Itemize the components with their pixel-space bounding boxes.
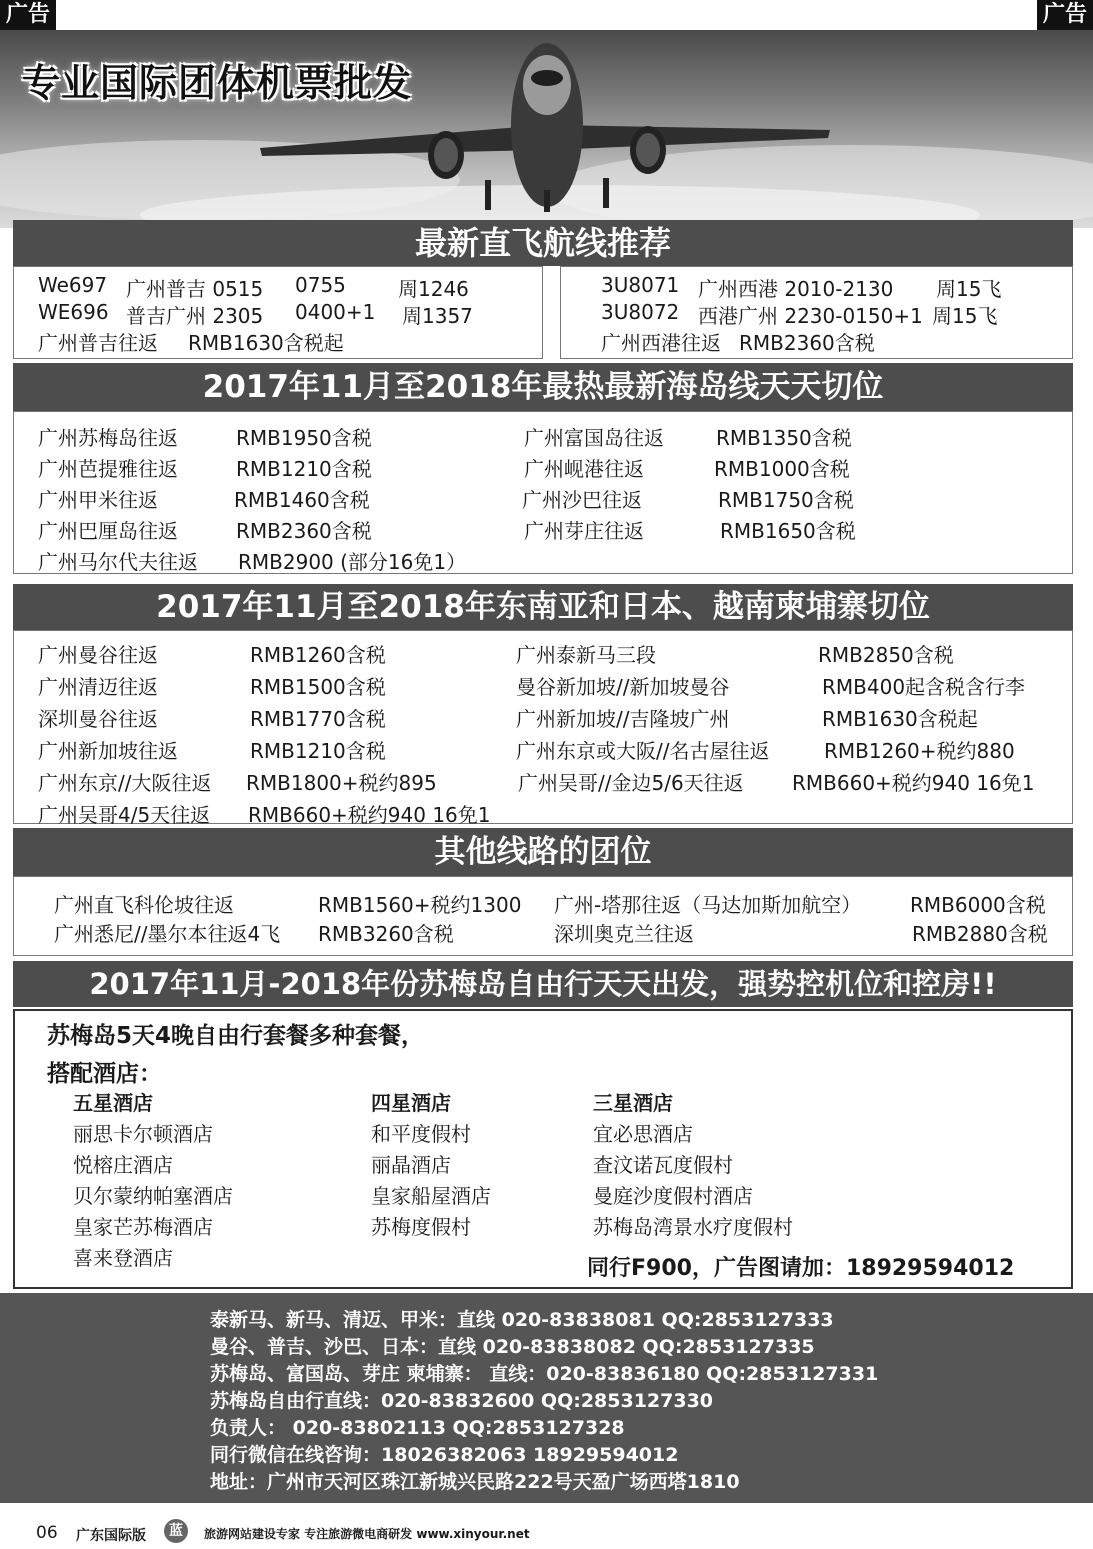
route-price: RMB660+税约940 16免1 — [248, 803, 491, 827]
contact-line: 同行微信在线咨询：18026382063 18929594012 — [210, 1444, 679, 1466]
route-price: RMB1800+税约895 — [246, 771, 437, 795]
package-intro: 苏梅岛5天4晚自由行套餐多种套餐， — [47, 1023, 425, 1049]
slogan: 旅游网站建设专家 专注旅游微电商研发 www.xinyour.net — [204, 1527, 530, 1541]
flight-days: 周1357 — [402, 304, 473, 328]
hotel-item: 喜来登酒店 — [73, 1246, 173, 1270]
route-name: 广州芭提雅往返 — [38, 457, 178, 481]
route-price: RMB1560+税约1300 — [318, 893, 522, 917]
contact-line: 苏梅岛自由行直线：020-83832600 QQ:2853127330 — [210, 1390, 714, 1412]
route-price: RMB1260含税 — [250, 643, 386, 667]
five-star-heading: 五星酒店 — [73, 1091, 153, 1115]
hotel-item: 丽晶酒店 — [371, 1153, 451, 1177]
route-name: 广州马尔代夫往返 — [38, 550, 198, 574]
ad-tag-right: 广告 — [1037, 0, 1093, 30]
ad-tag-left: 广告 — [0, 0, 56, 30]
route-name: 广州苏梅岛往返 — [38, 426, 178, 450]
contact-line: 泰新马、新马、清迈、甲米：直线 020-83838081 QQ:2853127333 — [210, 1309, 834, 1331]
direct-right-box — [560, 266, 1073, 359]
flight-arrive: 0755 — [295, 273, 346, 297]
route-name: 广州悉尼//墨尔本往返4飞 — [54, 922, 281, 946]
route-price: RMB2900 (部分16免1） — [238, 550, 467, 574]
contact-line: 曼谷、普吉、沙巴、日本：直线 020-83838082 QQ:2853127335 — [210, 1336, 815, 1358]
hotel-item: 丽思卡尔顿酒店 — [73, 1122, 213, 1146]
flight-days: 周15飞 — [936, 277, 1002, 301]
contact-line: 负责人： 020-83802113 QQ:2853127328 — [210, 1417, 625, 1439]
route-price: RMB1460含税 — [234, 488, 370, 512]
hotel-item: 悦榕庄酒店 — [73, 1153, 173, 1177]
route-price: RMB1350含税 — [716, 426, 852, 450]
route-price: RMB660+税约940 16免1 — [792, 771, 1035, 795]
section-title-island: 2017年11月至2018年最热最新海岛线天天切位 — [13, 363, 1073, 411]
route-price: RMB6000含税 — [910, 893, 1046, 917]
hotel-item: 苏梅岛湾景水疗度假村 — [593, 1215, 793, 1239]
route-name: 广州芽庄往返 — [524, 519, 644, 543]
route-name: 广州新加坡往返 — [38, 739, 178, 763]
route-name: 广州富国岛往返 — [524, 426, 664, 450]
contact-line: 同行F900，广告图请加：18929594012 — [587, 1256, 1015, 1281]
route-name: 广州直飞科伦坡往返 — [54, 893, 234, 917]
route-name: 广州普吉往返 — [38, 331, 158, 355]
hotel-item: 曼庭沙度假村酒店 — [593, 1184, 753, 1208]
flight-arrive: 0400+1 — [295, 300, 376, 324]
edition-name: 广东国际版 — [76, 1528, 146, 1544]
route-name: 广州沙巴往返 — [522, 488, 642, 512]
flight-code: 3U8071 — [601, 273, 680, 297]
hotel-item: 贝尔蒙纳帕塞酒店 — [73, 1184, 233, 1208]
route-price: RMB1650含税 — [720, 519, 856, 543]
route-name: 广州清迈往返 — [38, 675, 158, 699]
route-name: 广州-塔那往返（马达加斯加航空） — [554, 893, 862, 917]
route-name: 广州岘港往返 — [524, 457, 644, 481]
route-name: 广州甲米往返 — [38, 488, 158, 512]
route-name: 广州西港往返 — [601, 331, 721, 355]
route-price: RMB1210含税 — [236, 457, 372, 481]
route-price: RMB1500含税 — [250, 675, 386, 699]
address-line: 地址：广州市天河区珠江新城兴民路222号天盈广场西塔1810 — [210, 1471, 740, 1493]
hero-title: 专业国际团体机票批发 — [22, 61, 413, 105]
hotel-intro: 搭配酒店： — [47, 1061, 162, 1087]
direct-left-box — [13, 266, 543, 359]
hotel-item: 皇家芒苏梅酒店 — [73, 1215, 213, 1239]
route-name: 广州东京//大阪往返 — [38, 771, 212, 795]
route-name: 广州泰新马三段 — [516, 643, 656, 667]
flight-route: 广州普吉 0515 — [126, 277, 264, 301]
route-price: RMB1630含税起 — [188, 331, 344, 355]
route-price: RMB2360含税 — [739, 331, 875, 355]
flight-days: 周15飞 — [932, 304, 998, 328]
hotel-item: 宜必思酒店 — [593, 1122, 693, 1146]
other-box — [13, 876, 1073, 956]
route-name: 深圳曼谷往返 — [38, 707, 158, 731]
hotel-item: 查汶诺瓦度假村 — [593, 1153, 733, 1177]
flight-route: 广州西港 2010-2130 — [698, 277, 894, 301]
route-price: RMB1260+税约880 — [824, 739, 1015, 763]
route-name: 广州巴厘岛往返 — [38, 519, 178, 543]
route-name: 广州曼谷往返 — [38, 643, 158, 667]
hotel-item: 和平度假村 — [371, 1122, 471, 1146]
logo-icon: 蓝 — [164, 1519, 188, 1543]
flight-code: We697 — [38, 273, 108, 297]
page-number: 06 — [36, 1523, 58, 1543]
three-star-heading: 三星酒店 — [593, 1091, 673, 1115]
hotel-item: 苏梅度假村 — [371, 1215, 471, 1239]
hotel-item: 皇家船屋酒店 — [371, 1184, 491, 1208]
flight-route: 普吉广州 2305 — [126, 304, 264, 328]
route-name: 广州吴哥//金边5/6天往返 — [518, 771, 744, 795]
flight-code: 3U8072 — [601, 300, 680, 324]
flight-route: 西港广州 2230-0150+1 — [698, 304, 923, 328]
route-price: RMB1000含税 — [714, 457, 850, 481]
route-price: RMB2360含税 — [236, 519, 372, 543]
section-title-other: 其他线路的团位 — [13, 828, 1073, 876]
route-price: RMB1770含税 — [250, 707, 386, 731]
island-box — [13, 411, 1073, 574]
flight-days: 周1246 — [398, 277, 469, 301]
four-star-heading: 四星酒店 — [371, 1091, 451, 1115]
section-title-sea: 2017年11月至2018年东南亚和日本、越南柬埔寨切位 — [13, 584, 1073, 630]
route-price: RMB1630含税起 — [822, 707, 978, 731]
contact-line: 苏梅岛、富国岛、芽庄 柬埔寨： 直线：020-83836180 QQ:2853127331 — [210, 1363, 879, 1385]
section-title-samui: 2017年11月-2018年份苏梅岛自由行天天出发，强势控机位和控房!! — [13, 961, 1073, 1007]
samui-box — [13, 1009, 1073, 1289]
route-name: 广州吴哥4/5天往返 — [38, 803, 211, 827]
route-price: RMB1210含税 — [250, 739, 386, 763]
route-price: RMB2850含税 — [818, 643, 954, 667]
footer-contacts — [0, 1293, 1093, 1503]
route-price: RMB1750含税 — [718, 488, 854, 512]
route-price: RMB3260含税 — [318, 922, 454, 946]
route-price: RMB400起含税含行李 — [822, 675, 1026, 699]
route-name: 曼谷新加坡//新加坡曼谷 — [516, 675, 730, 699]
flight-code: WE696 — [38, 300, 109, 324]
page-footer — [0, 1515, 1093, 1549]
route-price: RMB1950含税 — [236, 426, 372, 450]
route-name: 广州东京或大阪//名古屋往返 — [516, 739, 770, 763]
route-price: RMB2880含税 — [912, 922, 1048, 946]
route-name: 深圳奥克兰往返 — [554, 922, 694, 946]
route-name: 广州新加坡//吉隆坡广州 — [516, 707, 730, 731]
section-title-direct: 最新直飞航线推荐 — [13, 220, 1073, 266]
sea-box — [13, 630, 1073, 827]
